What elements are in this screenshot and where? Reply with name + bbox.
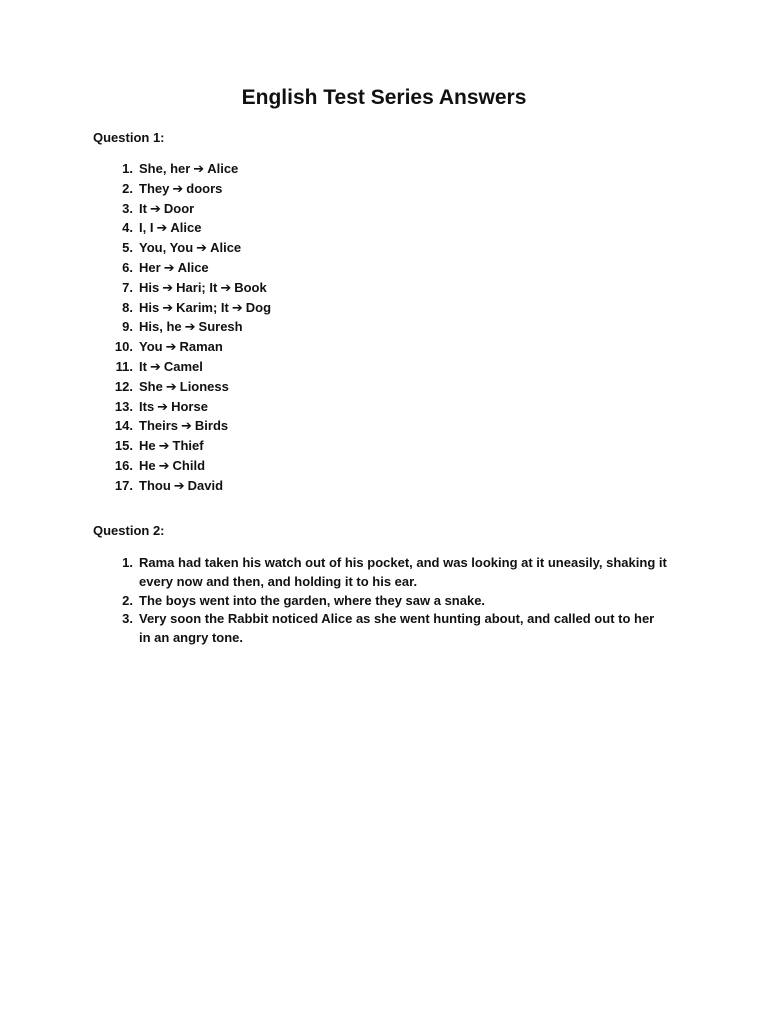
list-item-number: 14. xyxy=(114,418,133,434)
arrow-icon: ➔ xyxy=(173,478,185,494)
sentence-text: Rama had taken his watch out of his pocket, and was looking at it uneasily, shaking it every now and then, and holding it to his ear. xyxy=(139,555,667,589)
list-item xyxy=(0,180,768,200)
list-item-number: 5. xyxy=(122,240,133,256)
referent-text: Alice xyxy=(170,220,202,236)
arrow-icon: ➔ xyxy=(181,419,192,435)
list-item xyxy=(0,239,768,259)
list-item xyxy=(0,378,768,398)
list-item-number: 17. xyxy=(114,477,133,493)
arrow-icon: ➔ xyxy=(162,300,174,316)
referent-text: Door xyxy=(163,200,195,216)
referent-text: Alice xyxy=(207,161,239,176)
arrow-icon: ➔ xyxy=(172,181,184,197)
list-item-number: 12. xyxy=(114,378,133,394)
list-item-number: 13. xyxy=(114,398,133,414)
pronoun-text: Her xyxy=(139,259,161,275)
pronoun-text: Its xyxy=(139,398,155,414)
pronoun-text: You, You xyxy=(139,240,194,256)
list-item xyxy=(0,219,768,239)
question-1-heading: Question 1: xyxy=(93,130,165,145)
list-item xyxy=(0,477,768,497)
arrow-icon: ➔ xyxy=(196,241,208,257)
referent-text: Karim; It xyxy=(176,299,229,315)
list-item xyxy=(0,437,768,457)
pronoun-text: You xyxy=(139,339,163,355)
list-item-number: 3. xyxy=(122,611,133,627)
referent-text: Dog xyxy=(245,299,272,315)
arrow-icon: ➔ xyxy=(156,221,168,237)
list-item-number: 1. xyxy=(122,555,133,570)
pronoun-text: His, he xyxy=(139,319,182,335)
list-item-number: 16. xyxy=(114,457,133,473)
pronoun-text: His xyxy=(139,299,160,315)
pronoun-text: I, I xyxy=(139,220,154,236)
referent-text: David xyxy=(187,477,224,493)
referent-text: Hari; It xyxy=(176,279,218,295)
sentence-text: Very soon the Rabbit noticed Alice as she went hunting about, and called out to her in an angry tone. xyxy=(139,611,655,646)
pronoun-text: Theirs xyxy=(139,418,179,434)
arrow-icon: ➔ xyxy=(149,359,161,375)
question-1-answer-list xyxy=(0,160,768,497)
sentence-text: The boys went into the garden, where they saw a snake. xyxy=(139,592,486,608)
list-item-number: 10. xyxy=(114,339,133,355)
arrow-icon: ➔ xyxy=(165,379,177,395)
list-item xyxy=(0,299,768,319)
arrow-icon: ➔ xyxy=(184,320,196,336)
list-item xyxy=(0,279,768,299)
document-title: English Test Series Answers xyxy=(241,86,527,109)
arrow-icon: ➔ xyxy=(163,260,175,276)
pronoun-text: She xyxy=(139,378,163,394)
list-item xyxy=(0,200,768,220)
list-item-number: 9. xyxy=(122,319,133,335)
list-item xyxy=(0,417,768,437)
list-item-number: 1. xyxy=(122,161,133,176)
list-item xyxy=(0,457,768,477)
referent-text: Alice xyxy=(210,240,242,256)
referent-text: Birds xyxy=(194,418,229,434)
referent-text: Book xyxy=(234,279,267,295)
arrow-icon: ➔ xyxy=(231,300,243,316)
arrow-icon: ➔ xyxy=(158,458,170,474)
list-item-number: 11. xyxy=(115,358,133,374)
arrow-icon: ➔ xyxy=(149,201,161,217)
referent-text: Thief xyxy=(172,438,204,454)
list-item-number: 2. xyxy=(122,180,133,196)
list-item xyxy=(0,160,768,180)
list-item xyxy=(0,398,768,418)
list-item xyxy=(0,318,768,338)
referent-text: Camel xyxy=(163,358,203,374)
pronoun-text: He xyxy=(139,457,156,473)
list-item-number: 3. xyxy=(122,200,133,216)
list-item-number: 15. xyxy=(114,438,133,454)
pronoun-text: Thou xyxy=(139,477,171,493)
arrow-icon: ➔ xyxy=(220,280,232,296)
pronoun-text: They xyxy=(139,180,170,196)
arrow-icon: ➔ xyxy=(157,399,169,415)
pronoun-text: She, her xyxy=(139,161,191,176)
list-item xyxy=(0,259,768,279)
question-2-heading: Question 2: xyxy=(93,523,165,538)
referent-text: Horse xyxy=(171,398,208,414)
list-item-number: 6. xyxy=(122,259,133,275)
referent-text: doors xyxy=(186,180,223,196)
list-item-number: 2. xyxy=(122,592,133,608)
list-item-number: 4. xyxy=(122,220,133,236)
list-item xyxy=(0,592,768,611)
question-2-answer-list xyxy=(0,554,768,648)
arrow-icon: ➔ xyxy=(162,280,174,296)
referent-text: Child xyxy=(172,457,206,473)
pronoun-text: He xyxy=(139,438,156,454)
pronoun-text: It xyxy=(139,358,147,374)
arrow-icon: ➔ xyxy=(165,340,177,356)
arrow-icon: ➔ xyxy=(158,439,170,455)
list-item xyxy=(0,554,768,592)
list-item xyxy=(0,610,768,648)
pronoun-text: It xyxy=(139,200,147,216)
referent-text: Suresh xyxy=(198,319,243,335)
list-item-number: 7. xyxy=(122,279,133,295)
list-item xyxy=(0,358,768,378)
referent-text: Alice xyxy=(177,259,209,275)
arrow-icon: ➔ xyxy=(193,162,205,177)
pronoun-text: His xyxy=(139,279,160,295)
referent-text: Raman xyxy=(179,339,223,355)
referent-text: Lioness xyxy=(179,378,229,394)
list-item-number: 8. xyxy=(122,299,133,315)
list-item xyxy=(0,338,768,358)
